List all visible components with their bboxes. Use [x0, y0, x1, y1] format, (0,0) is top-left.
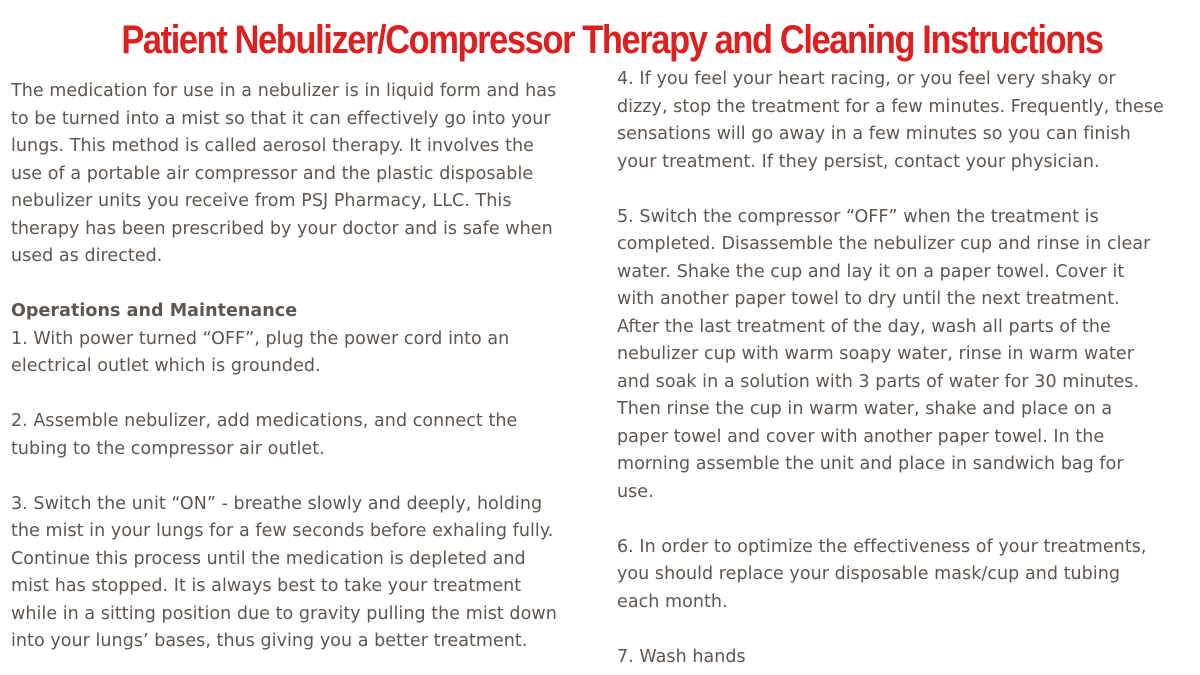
section-heading: Operations and Maintenance — [11, 301, 298, 321]
step-4: 4. If you feel your heart racing, or you feel very shaky or dizzy, stop the treatment for a few minutes. Frequently, these sensations will go away in a few minutes so you can finish your treatment. If they persist, contact your physician. — [617, 69, 1164, 172]
page-title: Patient Nebulizer/Compressor Therapy and Cleaning Instructions — [121, 18, 1103, 62]
step-3: 3. Switch the unit “ON” - breathe slowly and deeply, holding the mist in your lungs for a few seconds before exhaling fully. Continue this process until the medication is depleted and mist has stopped. It is always best to take your treatment while in a sitting position due to gravity pulling the mist down into your lungs’ bases, thus giving you a better treatment. — [11, 493, 557, 651]
left-column — [11, 78, 596, 656]
step-1: 1. With power turned “OFF”, plug the power cord into an electrical outlet which is grounded. — [11, 328, 510, 376]
right-column — [617, 66, 1197, 671]
intro-paragraph: The medication for use in a nebulizer is in liquid form and has to be turned into a mist so that it can effectively go into your lungs. This method is called aerosol therapy. It involves the use of a portable air compressor and the plastic disposable nebulizer units you receive from PSJ Pharmacy, LLC. This therapy has been prescribed by your doctor and is safe when used as directed. — [11, 81, 557, 266]
step-5: 5. Switch the compressor “OFF” when the treatment is completed. Disassemble the nebulizer cup and rinse in clear water. Shake the cup and lay it on a paper towel. Cover it with another paper towel to dry until the next treatment. After the last treatment of the day, wash all parts of the nebulizer cup with warm soapy water, rinse in warm water and soak in a solution with 3 parts of water for 30 minutes. Then rinse the cup in warm water, shake and place on a paper towel and cover with another paper towel. In the morning assemble the unit and place in sandwich bag for use. — [617, 206, 1151, 502]
step-7: 7. Wash hands — [617, 646, 746, 667]
step-6: 6. In order to optimize the effectiveness of your treatments, you should replace your disposable mask/cup and tubing each month. — [617, 536, 1147, 612]
step-2: 2. Assemble nebulizer, add medications, and connect the tubing to the compressor air outlet. — [11, 411, 518, 459]
